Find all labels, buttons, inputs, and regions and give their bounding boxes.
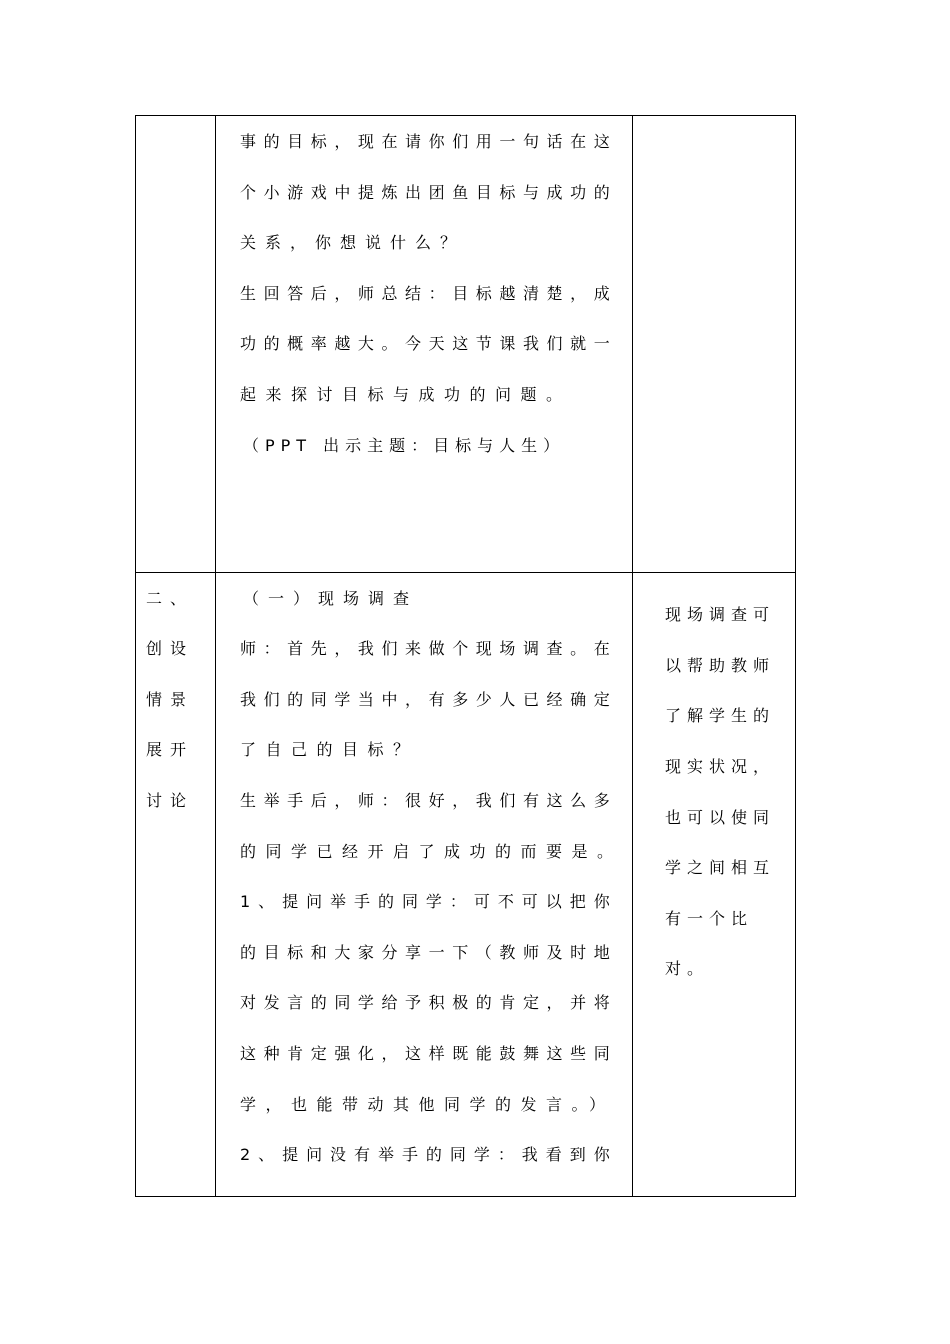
note-line: 对。 [665,959,710,978]
content-line: 生回答后，师总结：目标越清楚，成 [240,284,610,303]
note-line: 学之间相互 [665,858,776,877]
column-divider-1 [215,115,216,1197]
note-line: 现场调查可 [665,605,776,624]
note-line: 现实状况， [665,757,776,776]
content-line: 生举手后，师：很好，我们有这么多 [240,791,610,810]
content-line: 1、提问举手的同学：可不可以把你 [240,892,610,911]
note-line: 有一个比 [665,909,754,928]
stage-label: 情景 [146,690,195,709]
table-right-border [795,115,796,1197]
content-line: 功的概率越大。今天这节课我们就一 [240,334,610,353]
content-line: 对发言的同学给予积极的肯定，并将 [240,993,610,1012]
stage-label: 创设 [146,639,195,658]
content-line: 的目标和大家分享一下（教师及时地 [240,943,610,962]
table-bottom-border [135,1196,796,1197]
ppt-note-line: （PPT 出示主题：目标与人生） [243,436,566,455]
note-line: 也可以使同 [665,808,776,827]
content-line: 个小游戏中提炼出团鱼目标与成功的 [240,183,610,202]
stage-label: 二、 [146,589,195,608]
content-line: 事的目标，现在请你们用一句话在这 [240,132,610,151]
stage-label: 讨论 [146,791,195,810]
note-line: 以帮助教师 [665,656,776,675]
content-line: 2、提问没有举手的同学：我看到你 [240,1145,610,1164]
content-line: 师：首先，我们来做个现场调查。在 [240,639,610,658]
row-divider [135,572,796,573]
content-line: 学，也能带动其他同学的发言。） [240,1095,615,1114]
content-line: 的同学已经开启了成功的而要是。 [240,842,623,861]
section-heading: （一）现场调查 [243,589,419,608]
column-divider-2 [632,115,633,1197]
table-left-border [135,115,136,1197]
stage-label: 展开 [146,740,195,759]
content-line: 了自己的目标？ [240,740,419,759]
content-line: 起来探讨目标与成功的问题。 [240,385,572,404]
content-line: 关系，你想说什么？ [240,233,466,252]
content-line: 我们的同学当中，有多少人已经确定 [240,690,610,709]
content-line: 这种肯定强化，这样既能鼓舞这些同 [240,1044,610,1063]
table-top-border [135,115,796,116]
note-line: 了解学生的 [665,706,776,725]
